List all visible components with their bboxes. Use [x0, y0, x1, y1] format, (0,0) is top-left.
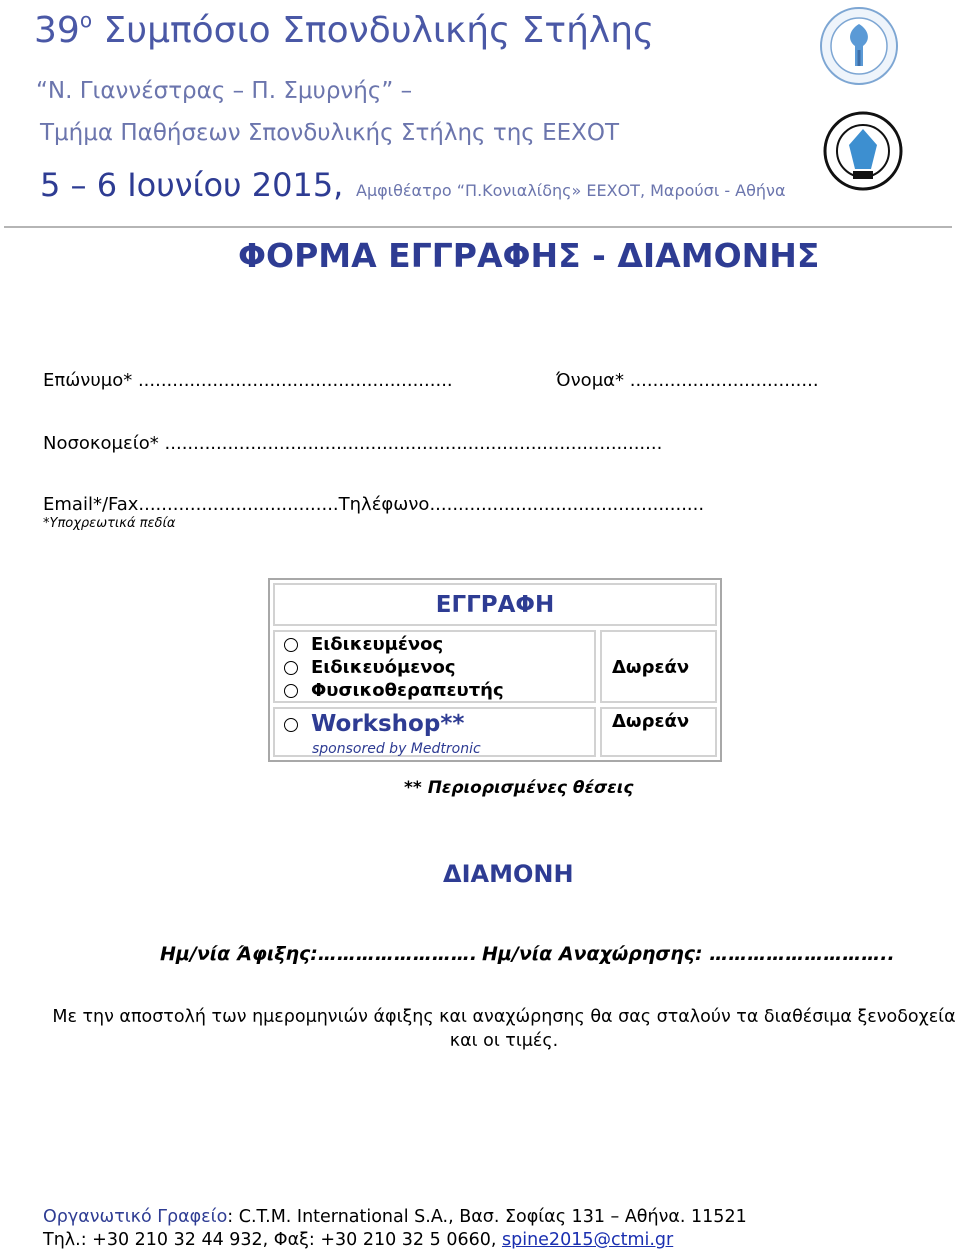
form-title: ΦΟΡΜΑ ΕΓΓΡΑΦΗΣ - ΔΙΑΜΟΝΗΣ	[238, 236, 820, 275]
hospital-field[interactable]: Νοσοκομείο* .......................................................................................	[43, 433, 663, 454]
event-venue: Αμφιθέατρο “Π.Κονιαλίδης» ΕΕΧΟΤ, Μαρούσι - Αθήνα	[356, 181, 786, 200]
contact-field[interactable]: Email*/Fax...................................Τηλέφωνο................................................	[43, 494, 705, 515]
limited-seats-note: ** Περιορισμένες θέσεις	[404, 778, 634, 798]
surname-field[interactable]: Επώνυμο* .......................................................	[43, 370, 453, 391]
departure-date-field[interactable]: Ημ/νία Αναχώρησης: ………………………..	[482, 943, 895, 965]
header-divider	[4, 226, 952, 228]
contact-info: Τηλ.: +30 210 32 44 932, Φαξ: +30 210 32 5 0660, spine2015@ctmi.gr	[43, 1230, 674, 1250]
registration-header-cell	[273, 583, 717, 626]
workshop-sponsor: sponsored by Medtronic	[312, 741, 481, 757]
options-price: Δωρεάν	[612, 657, 690, 678]
option-resident[interactable]: Ειδικευόμενος	[284, 657, 456, 678]
organizing-office: Οργανωτικό Γραφείο: C.T.M. International S.A., Βασ. Σοφίας 131 – Αθήνα. 11521	[43, 1207, 747, 1227]
registration-table	[268, 578, 722, 762]
registration-title: ΕΓΓΡΑΦΗ	[435, 592, 555, 618]
options-price-cell	[600, 630, 717, 703]
workshop-cell	[273, 707, 596, 757]
radio-circle-icon[interactable]	[284, 718, 298, 732]
workshop-price: Δωρεάν	[612, 711, 690, 732]
radio-circle-icon[interactable]	[284, 661, 298, 675]
name-field[interactable]: Όνομα* .................................	[556, 370, 819, 391]
stay-title: ΔΙΑΜΟΝΗ	[443, 860, 574, 888]
stay-note: Με την αποστολή των ημερομηνιών άφιξης και αναχώρησης θα σας σταλούν τα διαθέσιμα ξενοδοχεία και οι τιμές.	[52, 1007, 956, 1051]
society-seal-logo	[819, 6, 899, 86]
email-link[interactable]: spine2015@ctmi.gr	[501, 1230, 674, 1250]
radio-circle-icon[interactable]	[284, 684, 298, 698]
radio-circle-icon[interactable]	[284, 638, 298, 652]
workshop-price-cell	[600, 707, 717, 757]
arrival-date-field[interactable]: Ημ/νία Άφιξης:…………………….	[160, 943, 478, 965]
option-workshop[interactable]: Workshop**	[284, 711, 464, 737]
symposium-subtitle: “Ν. Γιαννέστρας – Π. Σμυρνής” –	[36, 78, 413, 104]
option-specialist[interactable]: Ειδικευμένος	[284, 634, 443, 655]
symposium-department: Τμήμα Παθήσεων Σπονδυλικής Στήλης της ΕΕΧΟΤ	[40, 120, 620, 146]
symposium-title: $39^o$ Συμπόσιο Σπονδυλικής Στήλης	[34, 8, 655, 51]
event-date: 5 – 6 Ιουνίου 2015,	[40, 166, 344, 204]
required-fields-note: *Υποχρεωτικά πεδία	[43, 516, 176, 531]
spine-department-logo	[823, 111, 903, 191]
registration-options-cell	[273, 630, 596, 703]
option-physiotherapist[interactable]: Φυσικοθεραπευτής	[284, 680, 504, 701]
